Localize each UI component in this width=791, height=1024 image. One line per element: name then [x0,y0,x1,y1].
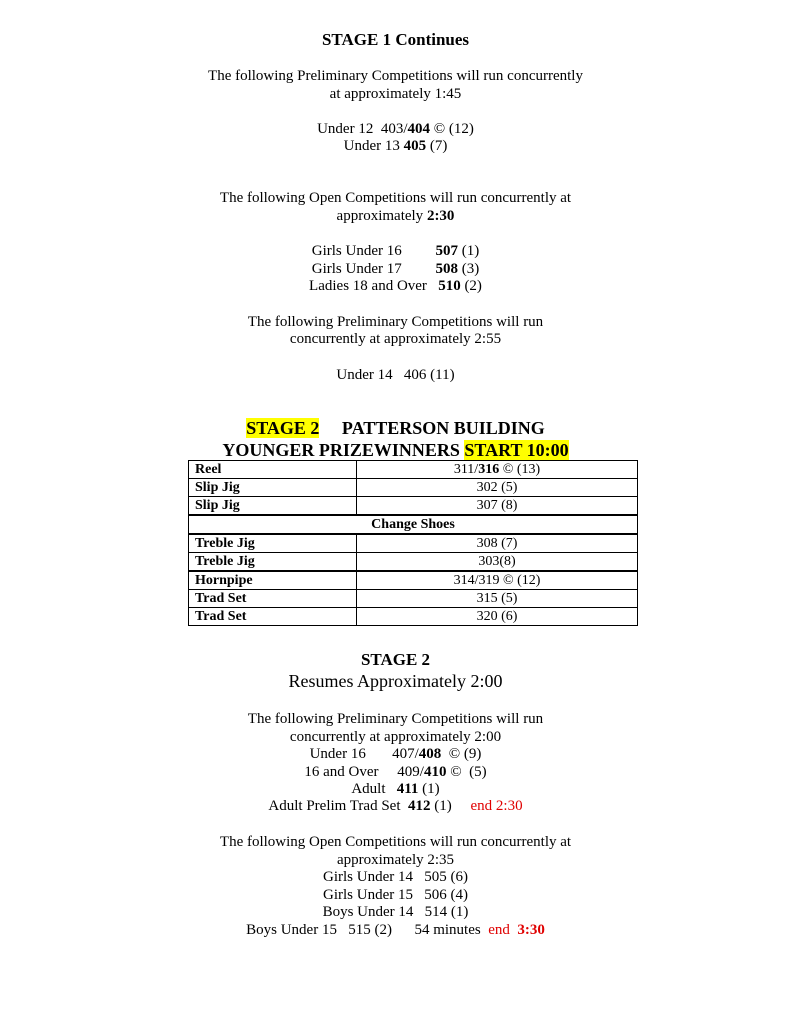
block2-intro-time: 2:30 [426,208,455,224]
prelim-row-count: © (9) [441,746,482,762]
stage1-block2-intro-line2 [0,207,791,225]
stage2-block5-intro-line2: approximately 2:35 [336,852,455,868]
stage1-block1-intro-line1: The following Preliminary Competitions will run concurrently [208,68,583,84]
under13-label: Under 13 [343,138,404,154]
stage1-block2-intro-line1: The following Open Competitions will run concurrently at [219,190,572,206]
open-row-code: 507 [435,243,458,259]
open-row-label: Girls Under 16 [311,243,436,259]
prelim-row [0,763,791,781]
change-shoes-row: Change Shoes [189,515,638,534]
end-time-note: end 2:30 [470,798,523,814]
open-row: Girls Under 15 506 (4) [323,887,468,903]
stage1-under12-row [0,120,791,138]
value-bold: 316 [478,462,500,477]
dance-value: 308 (7) [357,534,638,553]
prelim-row-code: 408 [418,746,442,762]
open-row: Girls Under 14 505 (6) [323,869,468,885]
prelim-row-count: (1) [430,798,471,814]
prelim-row-count: (1) [418,781,440,797]
stage1-block3-intro-line2: concurrently at approximately 2:55 [289,331,502,347]
stage2-subtitle [0,439,791,461]
block2-intro-text: approximately [336,208,427,224]
dance-label: Trad Set [189,590,357,608]
prelim-row-code: 412 [408,798,431,814]
table-row [189,461,638,479]
table-row [189,553,638,572]
stage2-block5-intro-line1: The following Open Competitions will run concurrently at [219,834,572,850]
open-row-label: Boys Under 15 515 (2) 54 minutes [246,922,489,938]
open-row-code: 508 [435,261,458,277]
under12-count: © (12) [430,121,474,137]
prelim-row [0,797,791,815]
stage1-block1-intro-line2: at approximately 1:45 [329,86,462,102]
prelim-row-label: Under 16 407/ [309,746,419,762]
table-row [189,479,638,497]
dance-label: Treble Jig [189,534,357,553]
dance-value: 320 (6) [357,608,638,626]
under13-count: (7) [426,138,448,154]
open-row [0,921,791,939]
open-row-count: (2) [460,278,482,294]
stage2-block4-intro-line1: The following Preliminary Competitions will run [247,711,544,727]
dance-label: Reel [189,461,357,479]
dance-value [357,461,638,479]
stage1-title: STAGE 1 Continues [321,30,470,49]
end-label: end [488,922,518,938]
prelim-row-label: 16 and Over 409/ [304,764,424,780]
table-row [189,608,638,626]
open-row [0,277,791,295]
table-row [189,534,638,553]
open-row-code: 510 [438,278,461,294]
stage1-block3-intro-line1: The following Preliminary Competitions will run [247,314,544,330]
table-row [189,571,638,590]
stage2-block4-intro-line2: concurrently at approximately 2:00 [289,729,502,745]
under12-code: 404 [407,121,430,137]
open-row: Boys Under 14 514 (1) [322,904,469,920]
open-row-label: Ladies 18 and Over [309,278,439,294]
dance-label: Trad Set [189,608,357,626]
dance-value: 314/319 © (12) [357,571,638,590]
under12-label: Under 12 403/ [317,121,408,137]
table-row [189,515,638,534]
dance-value: 302 (5) [357,479,638,497]
prelim-row-code: 411 [396,781,419,797]
stage1-under14-row: Under 14 406 (11) [336,367,455,383]
prelim-row-label: Adult Prelim Trad Set [268,798,409,814]
value-part: © (13) [499,462,541,477]
table-row [189,590,638,608]
open-row [0,242,791,260]
dance-value: 303(8) [357,553,638,572]
prelim-row-label: Adult [351,781,397,797]
end-time: 3:30 [517,922,545,938]
prelim-row [0,745,791,763]
dance-label: Slip Jig [189,497,357,516]
open-row-count: (3) [458,261,480,277]
dance-label: Treble Jig [189,553,357,572]
open-row-label: Girls Under 17 [311,261,436,277]
dance-label: Slip Jig [189,479,357,497]
stage2-resume-subtitle: Resumes Approximately 2:00 [288,671,503,691]
table-row [189,497,638,516]
stage2-title [0,417,791,439]
value-part: 311/ [453,462,479,477]
under13-code: 405 [403,138,427,154]
stage2-resume-title: STAGE 2 [360,650,431,669]
prelim-row-count: © (5) [446,764,487,780]
dance-value: 315 (5) [357,590,638,608]
prelim-row [0,780,791,798]
stage2-schedule-table [188,460,638,626]
open-row [0,260,791,278]
open-row-count: (1) [458,243,480,259]
stage1-under13-row [0,137,791,155]
dance-label: Hornpipe [189,571,357,590]
dance-value: 307 (8) [357,497,638,516]
stage2-start-time: START 10:00 [464,440,569,460]
stage2-label: STAGE 2 [246,418,320,438]
stage2-location: PATTERSON BUILDING [319,418,545,438]
prelim-row-code: 410 [423,764,447,780]
stage2-group: YOUNGER PRIZEWINNERS [222,440,465,460]
